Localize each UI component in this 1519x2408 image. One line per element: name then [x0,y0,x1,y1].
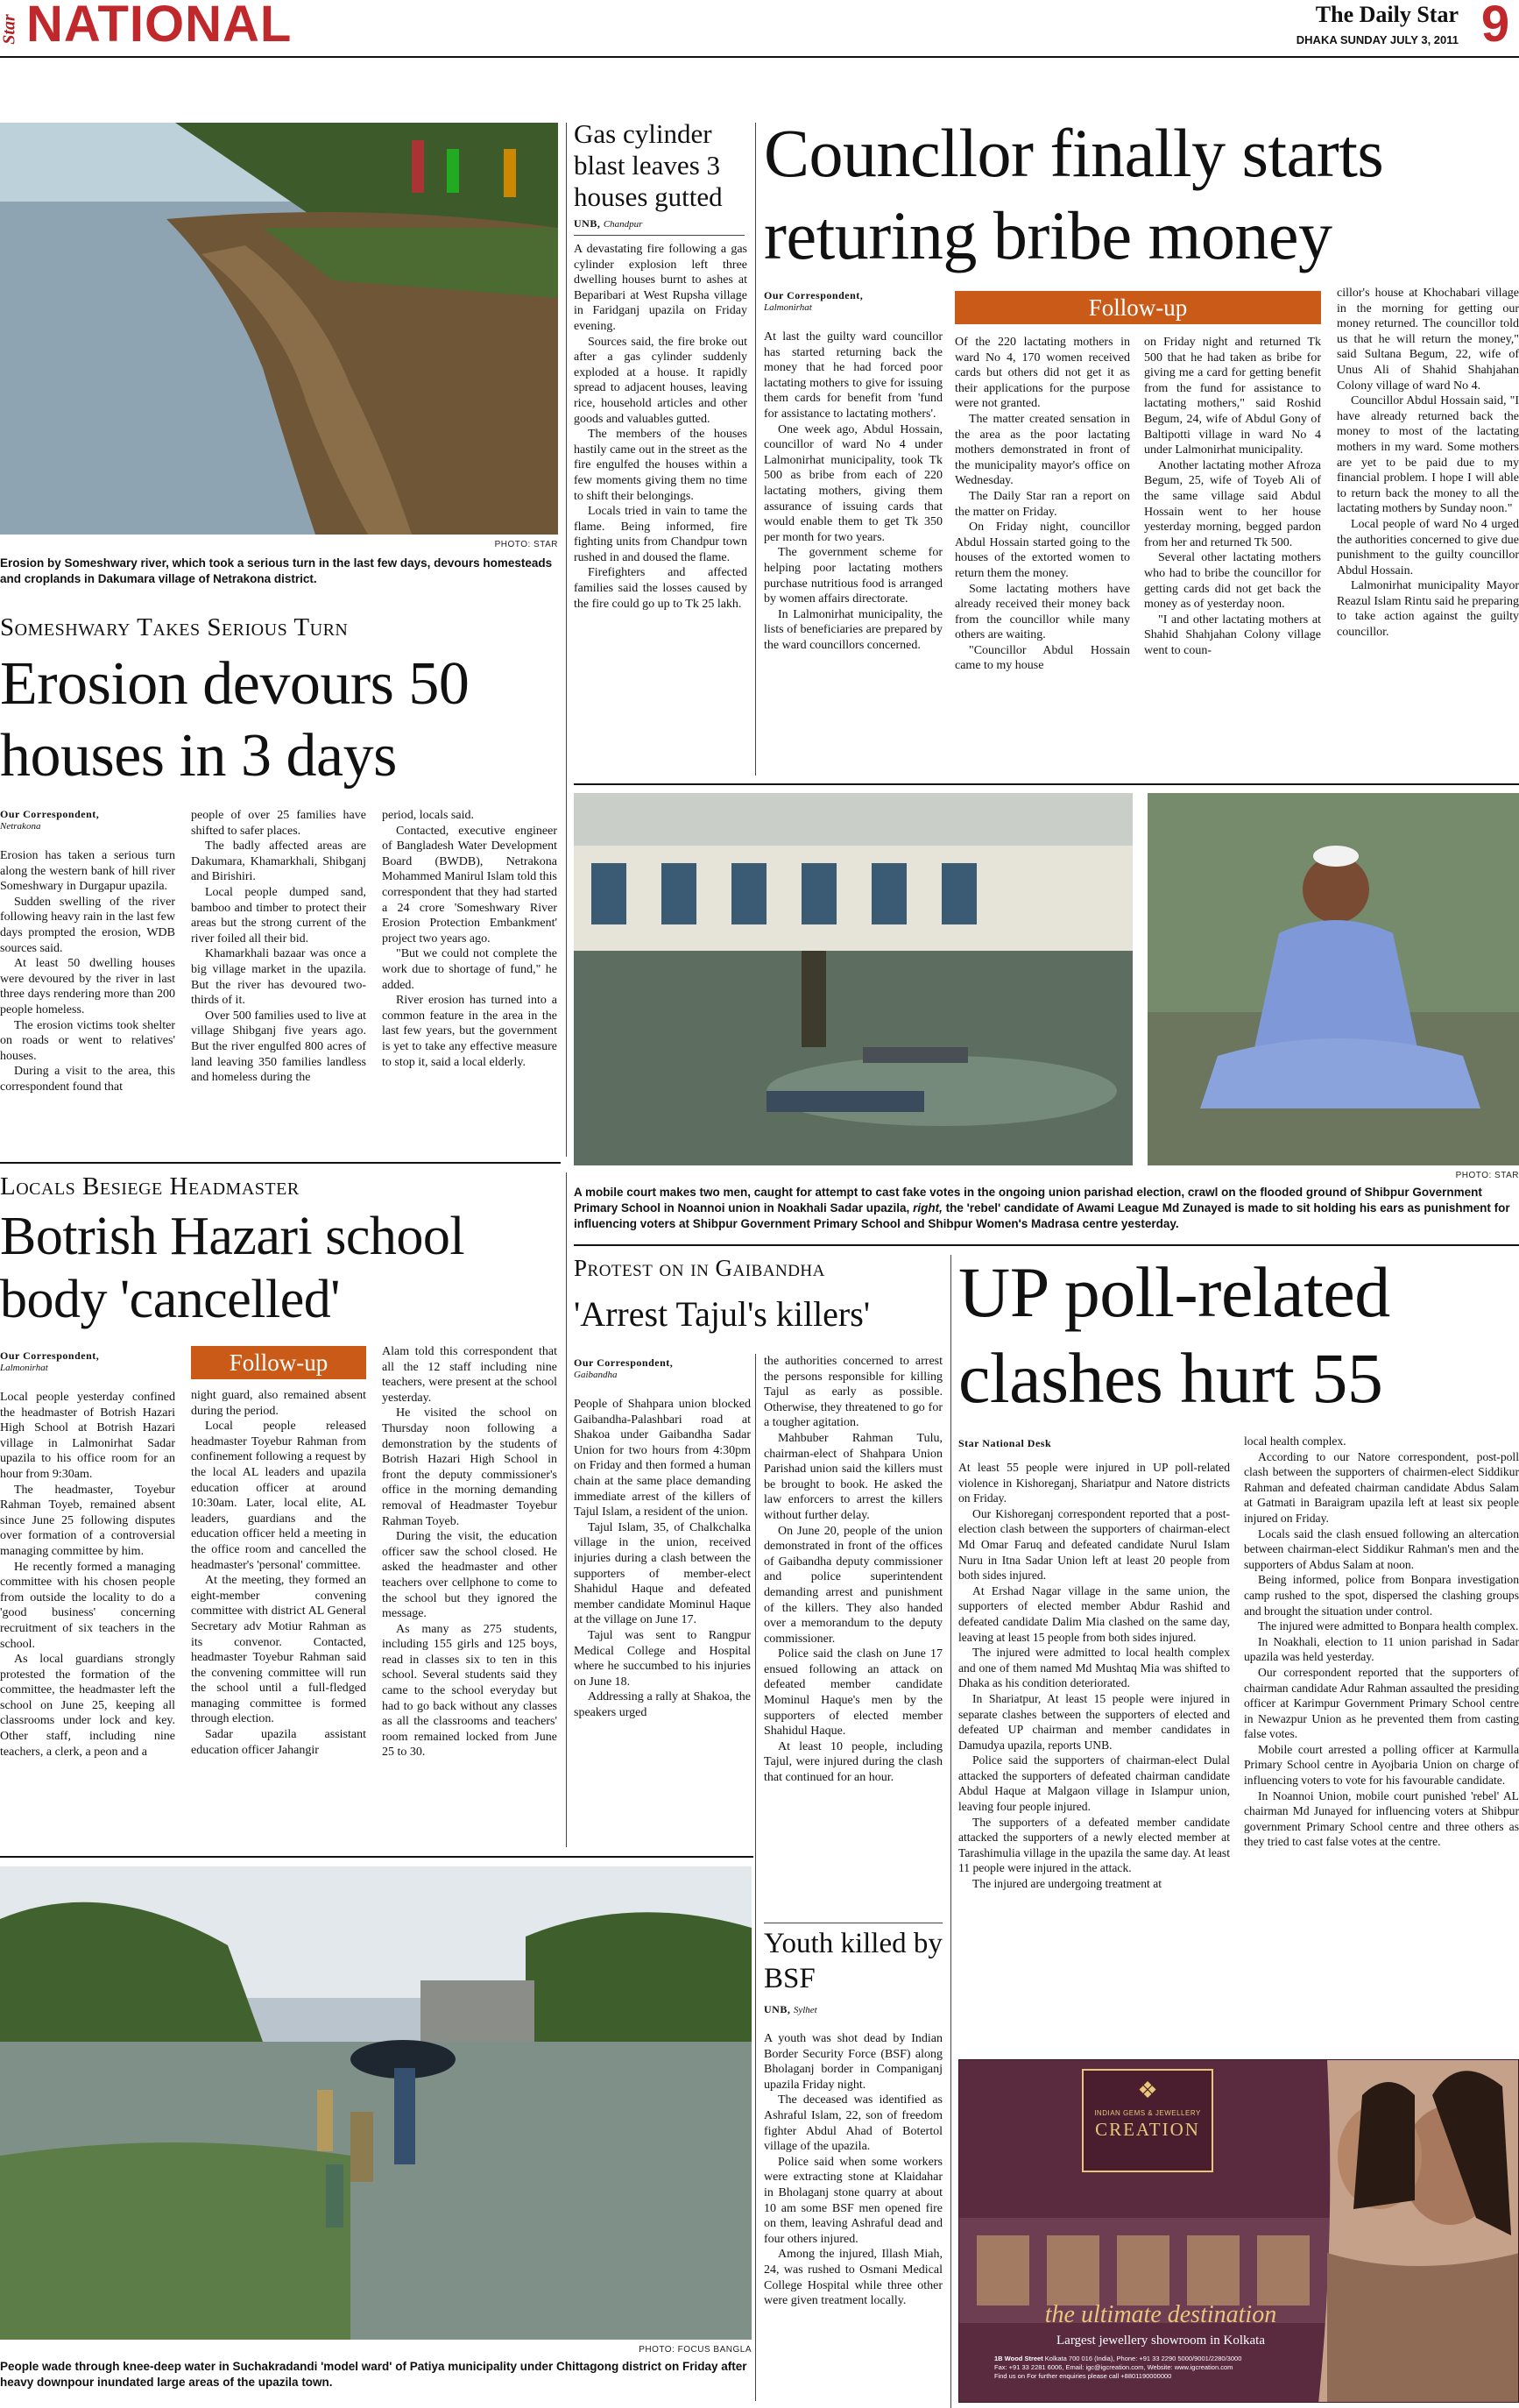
follow-up-badge: Follow-up [191,1346,366,1379]
ad-phone: +8801190000000 [1120,2372,1172,2380]
article-column: At least 55 people were injured in UP poll-related violence in Kishoreganj, Shariatpur and Natore districts on Friday. Our Kishoreganj correspondent reported that a post-election clash between the supporters of chairman-elect Md Omar Faruq and defeated candidate Nurul Islam Nuru in Itna Sadar Union left at least 20 people from both sides injured. At Ershad Nagar village in the same union, the supporters of elected member Abdur Rashid and defeated candidate Dalim Mia clashed on the same day, leaving at least 15 people from both sides injured. The injured were admitted to local health complex and one of them named Md Mushtaq Mia was shifted to Dhaka as his condition deteriorated. In Shariatpur, At least 15 people were injured in separate clashes between the supporters of elected and defeated UP chairman and member candidates in Damudya upazila, reports UNB. Police said the supporters of chairman-elect Dulal attacked the supporters of defeated chairman candidate Abdul Haque at Malgaon village in Islampur union, leaving four people injured. The supporters of a defeated member candidate attacked the supporters of a newly elected member at Tarashimulia village in the upazila the same day. At least 11 people were injured in the attack. The injured are undergoing treatment at [958,1461,1230,1891]
column-rule [755,123,756,776]
ad-address-detail-2: Fax: +91 33 2281 6006, Email: igc@igcreation.com, Website: www.igcreation.com [994,2363,1233,2371]
ad-logo-icon: ❖ [1137,2078,1158,2103]
ad-logo-box [1082,2069,1213,2172]
ad-subline: Largest jewellery showroom in Kolkata [1056,2334,1265,2348]
section-rule [574,783,1519,785]
headline: UP poll-related clashes hurt 55 [958,1252,1390,1418]
page-number: 9 [1480,0,1510,53]
kicker: Locals Besiege Headmaster [0,1172,300,1200]
masthead-rule [0,56,1519,58]
byline: Our Correspondent, Lalmonirhat [0,1349,100,1373]
headline: Erosion devours 50 houses in 3 days [0,650,470,790]
erosion-photo [0,123,558,535]
byline: Star National Desk [958,1437,1052,1449]
ad-tagline: the ultimate destination [1044,2301,1277,2328]
article-column: cillor's house at Khochabari village in the morning for getting our money returned. The councillor told us that he will return the money," said Sultana Begum, 22, wife of Unus Ali of Shahid Shahjahan Colony village of ward No 4. Councillor Abdul Hossain said, "I have already returned back the money to most of the lactating mothers in my ward. Some mothers are yet to be paid due to my financial problem. I hope I will able to return back the money to all the lactating mothers by Sunday noon." Local people of ward No 4 urged the authorities concerned to give due punishment to the guilty councillor Abdul Hossain. Lalmonirhat municipality Mayor Reazul Islam Rintu said he preparing to take action against the guilty councillor. [1337,287,1519,640]
rebel-candidate-photo [1148,793,1519,1165]
byline: Our Correspondent, Lalmonirhat [764,289,864,313]
ad-brand: CREATION [1095,2119,1200,2140]
headline: 'Arrest Tajul's killers' [574,1294,871,1334]
article-column: A devastating fire following a gas cylinder explosion left three dwelling houses burnt to ashes at Beparibari at West Rupsha village in Faridganj upazila on Friday evening. Sources said, the fire broke out after a gas cylinder suddenly exploded at a house. It rapidly spread to adjacent houses, leaving rice, household articles and other goods and valuables gutted. The members of the houses hastily came out in the street as the fire engulfed the houses within a few moments giving them no time to shift their belongings. Locals tried in vain to tame the flame. Being informed, fire fighting units from Chandpur town rushed in and doused the flame. Firefighters and affected families said the losses caused by the fire could go up to Tk 25 lakh. [574,243,747,611]
article-column: A youth was shot dead by Indian Border Security Force (BSF) along Bholaganj border in Companiganj upazila Friday night. The deceased was identified as Ashraful Islam, 22, son of freedom fighter Abdul Ahad of Botertol village of the upazila. Police said when some workers were extracting stone at Klaidahar in Bholaganj stone quarry at about 10 am some BSF men opened fire on them, leaving Ashraful dead and four others injured. Among the injured, Illash Miah, 24, was rushed to Osmani Medical College Hospital while three other were given treatment locally. [764,2032,943,2308]
column-rule [950,1255,951,2408]
ad-brand-top: INDIAN GEMS & JEWELLERY [1094,2109,1201,2117]
photo-caption: A mobile court makes two men, caught for attempt to cast fake votes in the ongoing union parishad election, crawl on the flooded ground of Shibpur Government Primary School in Noannoi union in Noakhali Sadar upazila, right, the 'rebel' candidate of Awami League Md Zunayed is made to sit holding his ears as punishment for influencing voters at Shibpur Government Primary School and Shibpur Women's Madrasa centre yesterday. [574,1186,1510,1230]
headline: Botrish Hazari school body 'cancelled' [0,1207,465,1329]
ad-footer [994,2355,1327,2381]
kicker: Protest on in Gaibandha [574,1255,825,1281]
masthead [0,0,1519,54]
byline-rule [574,235,745,236]
column-rule [755,1354,756,2401]
section-title: NATIONAL [26,0,293,53]
photo-caption: People wade through knee-deep water in Suchakradandi 'model ward' of Patiya municipality under Chittagong district on Friday after heavy downpour inundated large areas of the upazila town. [0,2360,747,2389]
article-column: People of Shahpara union blocked Gaibandha-Palashbari road at Shakoa under Gaibandha Sadar Union for two hours from 4:30pm on Friday and then formed a human chain at the same place demanding immediate arrest of the killers of Tajul Islam, a resident of the union. Tajul Islam, 35, of Chalkchalka village in the union, received injuries during a clash between the supporters of member-elect Shahidul Haque and defeated member candidate Mominul Haque at the village on June 17. Tajul was sent to Rangpur Medical College and Hospital where he succumbed to his injuries on June 18. Addressing a rally at Shakoa, the speakers urged [574,1398,751,1719]
column-rule [566,1172,567,1847]
article-column: the authorities concerned to arrest the persons responsible for killing Tajul as early as possible. Otherwise, they threatened to go for a tougher agitation. Mahbuber Rahman Tulu, chairman-elect of Shahpara Union Parishad union said the killers must be brought to book. He asked the law enforcers to arrest the killers without further delay. On June 20, people of the union demonstrated in front of the offices of Gaibandha deputy commissioner and police superintendent demanding arrest and punishment of the killers. They also handed over a memorandum to the deputy commissioner. Police said the clash on June 17 ensued following an attack on defeated member candidate Mominul Haque's men by the supporters of elected member Shahidul Haque. At least 10 people, including Tajul, were injured during the clash that continued for an hour. [764,1355,943,1785]
photo-caption: Erosion by Someshwary river, which took a serious turn in the last few days, devours homesteads and croplands in Dakumara village of Netrakona district. [0,556,553,585]
article-column: local health complex. According to our Natore correspondent, post-poll clash between the supporters of chairmen-elect Siddikur Rahman and defeated chairman candidate Abdus Salam at Gatmati in Baraigram upazila left at least six people injured on Friday. Locals said the clash ensued following an altercation between chairman-elect Siddikur Rahman's men and the supporters of Abdus Salam at noon. Being informed, police from Bonpara investigation camp rushed to the spot, dispersed the clashing groups and brought the situation under control. The injured were admitted to Bonpara health complex. In Noakhali, election to 11 union parishad in Sadar upazila was held yesterday. Our correspondent reported that the supporters of chairman candidate Adur Rahman assaulted the presiding officer at Karimpur Government Primary School centre in Newazpur Union as he prevented them from casting false votes. Mobile court arrested a polling officer at Karmulla Primary School centre in Ayojbaria Union on charge of influencing voters to vote for his favourable candidate. In Noannoi Union, mobile court punished 'rebel' AL chairman Md Junayed for influencing voters at Shibpur government Primary School centre and three others as they tried to cast false votes at the centre. [1244,1434,1519,1849]
article-column: Of the 220 lactating mothers in ward No 4, 170 women received cards but others did not get it as their applications for the purpose were not granted. The matter created sensation in the area as the poor lactating mothers demonstrated in front of the municipality mayor's office on Wednesday. The Daily Star ran a report on the matter on Friday. On Friday night, councillor Abdul Hossain started going to the houses of the extorted women to return them the money. Some lactating mothers have already received their money back from the councillor while many others are waiting. "Councillor Abdul Hossain came to my house [955,336,1130,673]
ad-address-detail: Kolkata 700 016 (India), Phone: +91 33 2290 5000/9001/2280/3000 [1044,2355,1242,2362]
follow-up-badge: Follow-up [955,291,1321,324]
photo-credit: PHOTO: STAR [1455,1171,1519,1180]
article-column: Erosion has taken a serious turn along the western bank of hill river Someshwary in Durgapur upazila. Sudden swelling of the river following heavy rain in the last few days prompted the erosion, WDB sources said. At least 50 dwelling houses were devoured by the river in last three days rendering more than 200 people homeless. The erosion victims took shelter on roads or went to relatives' houses. During a visit to the area, this correspondent found that [0,849,175,1094]
column-rule [566,123,567,1157]
flood-photo [0,1866,752,2340]
ad-background-art [959,2060,1519,2403]
section-rule [574,1244,1519,1246]
photo-credit: PHOTO: STAR [494,540,558,549]
paper-name: The Daily Star [1315,2,1459,27]
mobile-court-photo [574,793,1133,1165]
article-column: night guard, also remained absent during the period. Local people released headmaster Toyebur Rahman from confinement following a request by the local AL leaders and upazila education officer at around 10:30am. Later, local elite, AL leaders, guardians and the education officer held a meeting in the office room and cancelled the headmaster's 'personal' committee. At the meeting, they formed an eight-member convening committee with district AL General Secretary adv Motiur Rahman as its convenor. Contacted, headmaster Toyebur Rahman said the convening committee will run the school until a full-fledged managing committee is formed through election. Sadar upazila assistant education officer Jahangir [191,1389,366,1757]
headline: Gas cylinder blast leaves 3 houses gutted [574,118,723,212]
byline: Our Correspondent, Netrakona [0,808,100,832]
article-column: Local people yesterday confined the headmaster of Botrish Hazari High School at Botrish Hazari village in Lalmonirhat Sadar upazila to his office room for an hour from 9:30am. The headmaster, Toyebur Rahman Toyeb, remained absent since June 25 following disputes over formation of a controversial managing committee by him. He recently formed a managing committee with his chosen people from outside the locality to do a 'good business' concerning recruitment of six teachers in the school. As local guardians strongly protested the formation of the committee, the headmaster left the school on June 25, keeping all classrooms under lock and key. Other staff, including nine teachers, a clerk, a peon and a [0,1391,175,1759]
article-column: people of over 25 families have shifted to safer places. The badly affected areas are Dakumara, Khamarkhali, Shibganj and Birishiri. Local people dumped sand, bamboo and timber to protect their areas but the strong current of the river foiled all their bid. Khamarkhali bazaar was once a big village market in the upazila. But the river has devoured two-thirds of it. Over 500 families used to live at village Shibganj five years ago. But the river engulfed 800 acres of land leaving 350 families landless and homeless during the [191,809,366,1085]
ad-enquiry: For further enquiries please call [1027,2372,1120,2380]
section-rule [0,1162,561,1164]
photo-credit: PHOTO: FOCUS BANGLA [639,2345,752,2355]
star-section-logo: Star [0,14,19,45]
article-column: period, locals said. Contacted, executive engineer of Bangladesh Water Development Board (BWDB), Netrakona Mohammed Manirul Islam told this correspondent that they had started a 24 crore 'Someshwary River Erosion Protection Embankment' project two years ago. "But we could not complete the work due to shortage of fund," he added. River erosion has turned into a common feature in the area in the last few years, but the government is yet to take any effective measure to stop it, said a local elderly. [382,809,557,1069]
byline: UNB, Sylhet [764,2003,817,2015]
kicker: Someshwary Takes Serious Turn [0,613,349,641]
ad-find-us: Find us on [994,2372,1026,2380]
article-column: on Friday night and returned Tk 500 that he had taken as bribe for giving me a card for getting benefit from the fund for assistance to lactating mothers," said Roshid Begum, 24, wife of Abdul Gony of Baltipotti village in ward No 4 under Lalmonirhat municipality. Another lactating mother Afroza Begum, 25, wife of Toyeb Ali of the same village said Abdul Hossain went to her house yesterday morning, begged pardon from her and returned Tk 500. Several other lactating mothers who had to bribe the councillor for getting cards did not get back the money as of yesterday noon. "I and other lactating mothers at Shahid Shahjahan Colony village went to coun- [1144,336,1321,657]
section-rule [0,1856,753,1858]
ad-address: 1B Wood Street [994,2355,1043,2362]
dateline: DHAKA SUNDAY JULY 3, 2011 [1296,33,1459,46]
byline: Our Correspondent, Gaibandha [574,1356,674,1380]
headline: Councllor finally starts returing bribe money [764,115,1384,273]
jewellery-advertisement [958,2059,1519,2403]
article-column: At last the guilty ward councillor has started returning back the money that he had forced poor lactating mothers to give for issuing them cards for benefit from 'fund for assistance to lactating mothers'. One week ago, Abdul Hossain, councillor of ward No 4 under Lalmonirhat municipality, took Tk 500 as bribe from each of 220 lactating mothers, giving them assurance of issuing cards that would enable them to get Tk 350 per month for two years. The government scheme for helping poor lactating mothers purchase nutritious food is arranged by women affairs directorate. In Lalmonirhat municipality, the lists of beneficiaries are prepared by the ward councillors concerned. [764,330,943,652]
headline: Youth killed by BSF [764,1928,943,1994]
article-column: Alam told this correspondent that all the 12 staff including nine teachers, were present at the school yesterday. He visited the school on Thursday noon following a demonstration by the students of Botrish Hazari High School in front the deputy commissioner's office in the morning demanding removal of Headmaster Toyebur Rahman Toyeb. During the visit, the education officer saw the school closed. He asked the headmaster and other teachers over cellphone to come to the school but they ignored the message. As many as 275 students, including 155 girls and 125 boys, read in classes six to ten in this school. Several students said they came to the school everyday but had to go back without any classes as all the classrooms and teachers' room remained locked from June 25 to 30. [382,1345,557,1760]
byline: UNB, Chandpur [574,217,643,230]
